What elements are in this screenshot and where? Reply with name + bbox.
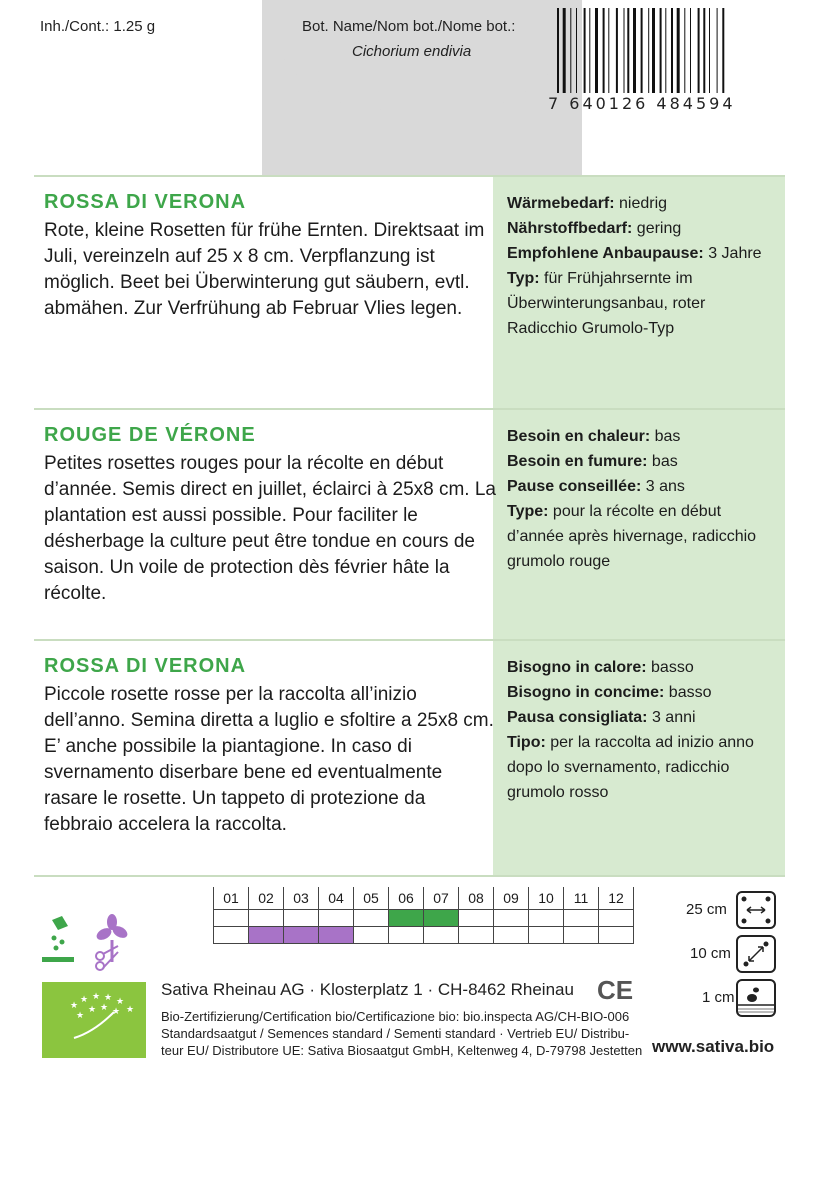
property-row: Tipo: per la raccolta ad inizio anno dopo lo svernamento, radicchio grumolo rosso [507, 734, 754, 801]
property-row: Pause conseillée: 3 ans [507, 478, 685, 495]
month-label: 01 [214, 887, 249, 910]
sowing-cell [564, 910, 599, 927]
month-label: 07 [424, 887, 459, 910]
svg-text:★: ★ [112, 1006, 121, 1016]
sowing-depth-label: 1 cm [702, 989, 735, 1006]
month-label: 06 [389, 887, 424, 910]
harvest-cell [284, 927, 319, 944]
month-label: 09 [494, 887, 529, 910]
eu-organic-logo [42, 982, 146, 1058]
property-row: Type: pour la récolte en début d’année après hivernage, radicchio grumolo rouge [507, 503, 757, 570]
sowing-cell [529, 910, 564, 927]
bottom-divider [34, 875, 785, 877]
property-row: Besoin en chaleur: bas [507, 428, 681, 445]
company-address: Sativa Rheinau AG · Klosterplatz 1 · CH-8462 Rheinau [161, 980, 574, 999]
content-label: Inh./Cont.: 1.25 g [40, 18, 156, 35]
sowing-cell [214, 910, 249, 927]
harvest-cell [599, 927, 634, 944]
barcode [553, 8, 778, 93]
sowing-cell [494, 910, 529, 927]
property-row: Nährstoffbedarf: gering [507, 220, 682, 237]
properties-list-italian [493, 641, 785, 805]
property-row: Pausa consigliata: 3 anni [507, 709, 696, 726]
row-spacing-icon [736, 891, 776, 929]
website-link[interactable]: www.sativa.bio [652, 1037, 775, 1056]
calendar-legend-icons [40, 912, 140, 972]
sowing-cell [459, 910, 494, 927]
sowing-cell [389, 910, 424, 927]
month-label: 08 [459, 887, 494, 910]
calendar-table [213, 887, 634, 944]
property-row: Wärmebedarf: niedrig [507, 195, 668, 212]
harvest-cell [389, 927, 424, 944]
section-german [34, 175, 785, 409]
ce-mark: CE [597, 975, 634, 1005]
harvest-cell [424, 927, 459, 944]
harvest-cell [564, 927, 599, 944]
section-body-german: Rote, kleine Rosetten für frühe Ernten. Direktsaat im Juli, vereinzeln auf 25 x 8 cm. Verpflanzung ist möglich. Beet bei Überwinterung gut säubern, evtl. abmähen. Zur Verfrühung ab Februar Vlies legen. [44, 220, 485, 319]
cert-line: Bio-Zertifizierung/Certification bio/Certificazione bio: bio.inspecta AG/CH-BIO-006 [161, 1009, 630, 1024]
property-row: Bisogno in calore: basso [507, 659, 694, 676]
section-body-italian: Piccole rosette rosse per la raccolta all’inizio dell’anno. Semina diretta a luglio e sfoltire a 25x8 cm. E’ anche possibile la piantagione. In caso di svernamento diserbare bene ed eventualmente rasare le rosette. Un tappeto di protezione da febbraio accelera la raccolta. [44, 684, 494, 835]
properties-panel-german [493, 177, 785, 409]
sowing-cell [354, 910, 389, 927]
harvest-cell [319, 927, 354, 944]
section-french [34, 408, 785, 640]
cert-line: Standardsaatgut / Semences standard / Sementi standard · Vertrieb EU/ Distribu- [161, 1026, 630, 1041]
month-label: 02 [249, 887, 284, 910]
sowing-depth-icon [736, 979, 776, 1017]
barcode-number: 7 640126 484594 [548, 94, 736, 113]
svg-text:★: ★ [88, 1004, 97, 1014]
property-row: Besoin en fumure: bas [507, 453, 678, 470]
botanical-name-value: Cichorium endivia [352, 43, 472, 60]
harvest-cell [459, 927, 494, 944]
sowing-cell [599, 910, 634, 927]
harvest-cell [529, 927, 564, 944]
month-label: 03 [284, 887, 319, 910]
certification-text [161, 1008, 651, 1059]
sowing-icon [42, 916, 74, 962]
calendar-sowing-row [214, 910, 634, 927]
growing-calendar [213, 887, 634, 944]
section-body-french: Petites rosettes rouges pour la récolte en début d’année. Semis direct en juillet, éclairci à 25x8 cm. La plantation est aussi possible. Pour faciliter le désherbage la culture peut être tondue en cours de saison. Un voile de protection dès février hâte la récolte. [44, 453, 497, 604]
section-title-italian: ROSSA DI VERONA [44, 655, 247, 677]
properties-panel-french [493, 410, 785, 640]
properties-panel-italian [493, 641, 785, 876]
sowing-cell [249, 910, 284, 927]
calendar-harvest-row [214, 927, 634, 944]
month-label: 04 [319, 887, 354, 910]
property-row: Bisogno in concime: basso [507, 684, 712, 701]
svg-text:★: ★ [80, 994, 89, 1004]
sowing-cell [319, 910, 354, 927]
properties-list-german [493, 177, 785, 341]
section-title-french: ROUGE DE VÉRONE [44, 424, 256, 446]
botanical-name-label: Bot. Name/Nom bot./Nome bot.: [302, 18, 516, 35]
month-label: 05 [354, 887, 389, 910]
harvest-cell [214, 927, 249, 944]
sowing-cell [424, 910, 459, 927]
property-row: Typ: für Frühjahrsernte im Überwinterungsanbau, roter Radicchio Grumolo-Typ [507, 270, 706, 337]
row-spacing-label: 25 cm [686, 901, 727, 918]
sowing-cell [284, 910, 319, 927]
description-french [34, 410, 498, 607]
month-label: 12 [599, 887, 634, 910]
month-label: 11 [564, 887, 599, 910]
harvest-cell [354, 927, 389, 944]
svg-text:★: ★ [76, 1010, 85, 1020]
properties-list-french [493, 410, 785, 574]
harvest-cell [494, 927, 529, 944]
section-italian [34, 639, 785, 876]
calendar-months-row [214, 887, 634, 910]
plant-spacing-icon [736, 935, 776, 973]
svg-text:★: ★ [100, 1002, 109, 1012]
month-label: 10 [529, 887, 564, 910]
description-german [34, 177, 498, 322]
svg-text:★: ★ [126, 1004, 135, 1014]
property-row: Empfohlene Anbaupause: 3 Jahre [507, 245, 762, 262]
cert-line: teur EU/ Distributore UE: Sativa Biosaatgut GmbH, Keltenweg 4, D-79798 Jestetten [161, 1043, 643, 1058]
description-italian [34, 641, 498, 838]
harvest-icon [95, 914, 130, 970]
svg-text:★: ★ [104, 992, 113, 1002]
harvest-cell [249, 927, 284, 944]
svg-text:★: ★ [70, 1000, 79, 1010]
svg-text:★: ★ [116, 996, 125, 1006]
plant-spacing-label: 10 cm [690, 945, 731, 962]
svg-text:★: ★ [92, 991, 101, 1001]
section-title-german: ROSSA DI VERONA [44, 191, 247, 213]
